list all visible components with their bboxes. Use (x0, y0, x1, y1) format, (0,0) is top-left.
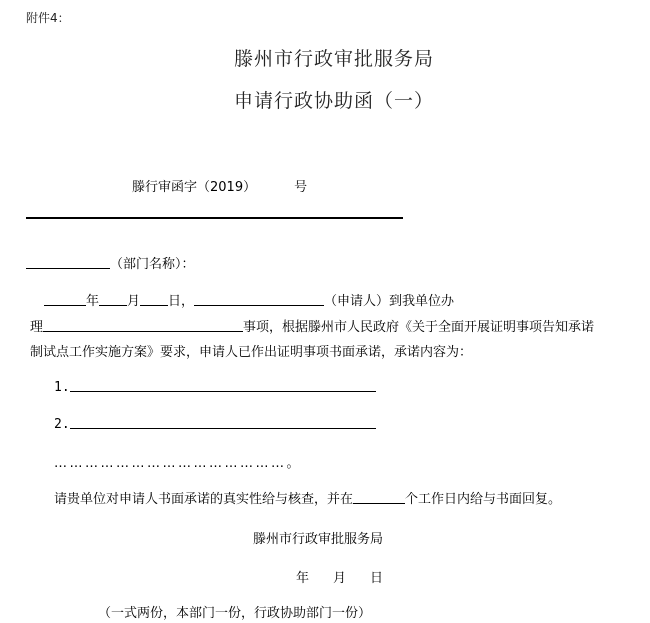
document-number (132, 176, 307, 195)
commitment-item-2-blank[interactable] (70, 416, 376, 429)
month-blank[interactable] (99, 293, 127, 306)
signature-day: 日 (370, 571, 384, 586)
working-days-blank[interactable] (353, 491, 405, 504)
commitment-item-number: 1. (54, 380, 70, 395)
request-text-before: 请贵单位对申请人书面承诺的真实性给与核查，并在 (54, 492, 354, 507)
matter-blank[interactable] (43, 319, 243, 332)
paragraph-line-2 (30, 316, 594, 335)
department-name-blank[interactable] (26, 256, 110, 269)
paragraph-line-3: 制试点工作实施方案》要求，申请人已作出证明事项书面承诺，承诺内容为： (30, 345, 473, 360)
commitment-item-number: 2. (54, 417, 70, 432)
line2-text: 事项，根据滕州市人民政府《关于全面开展证明事项告知承诺 (243, 320, 595, 335)
attachment-label: 附件4： (26, 11, 70, 25)
signature-organization: 滕州市行政审批服务局 (253, 532, 384, 547)
copies-note: （一式两份，本部门一份，行政协助部门一份） (98, 606, 372, 621)
applicant-label: （申请人）到我单位办 (324, 294, 455, 309)
paragraph-line-1 (44, 290, 454, 309)
year-label: 年 (86, 294, 100, 309)
issuing-organization-title: 滕州市行政审批服务局 (234, 48, 435, 70)
signature-year: 年 (296, 571, 310, 586)
document-title: 申请行政协助函（一） (234, 90, 435, 112)
signature-month: 月 (333, 571, 347, 586)
line2-start: 理 (30, 320, 44, 335)
month-label: 月 (127, 294, 141, 309)
commitment-item-1-blank[interactable] (70, 379, 376, 392)
request-text-after: 个工作日内给与书面回复。 (405, 492, 562, 507)
request-sentence (54, 488, 561, 507)
year-blank[interactable] (44, 293, 86, 306)
day-label: 日， (168, 294, 195, 309)
department-name-label: （部门名称）： (110, 257, 195, 272)
commitment-item-1 (54, 378, 376, 395)
applicant-blank[interactable] (194, 293, 324, 306)
document-number-prefix: 滕行审函字（2019） (132, 180, 257, 195)
signature-date (296, 567, 383, 586)
header-divider (26, 217, 403, 219)
document-number-suffix: 号 (294, 180, 308, 195)
commitment-ellipsis: ………………………………………。 (54, 456, 303, 471)
commitment-item-2 (54, 415, 376, 432)
addressee-line (26, 253, 195, 272)
day-blank[interactable] (140, 293, 168, 306)
